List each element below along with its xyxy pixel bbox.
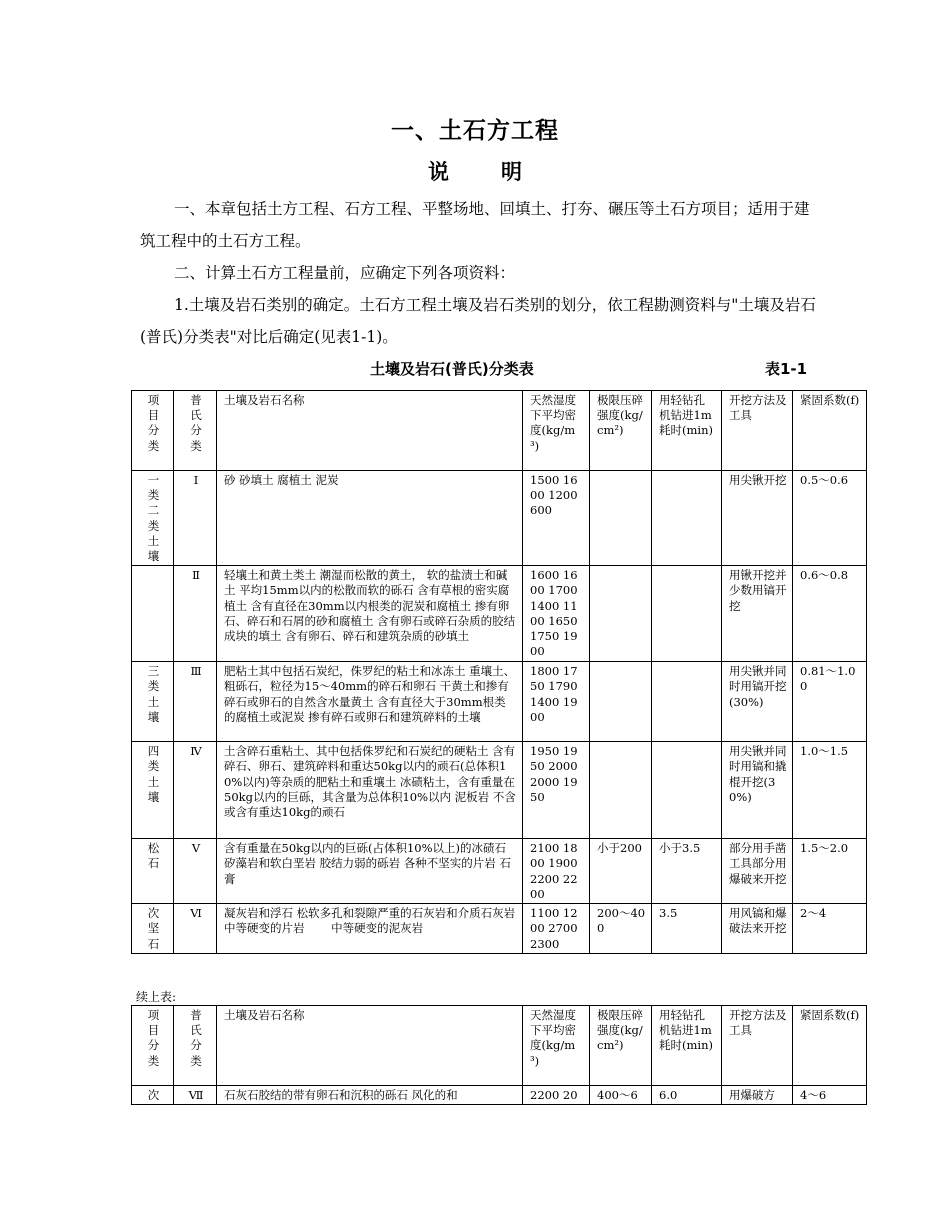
cell-category: 次坚石 [132,904,174,954]
cell-strength [590,566,652,662]
header-method: 开挖方法及工具 [722,1006,793,1086]
cell-density: 1950 1950 2000 2000 1950 [523,742,590,839]
cell-name: 石灰石胶结的带有卵石和沉积的砾石 风化的和 [217,1086,523,1105]
cell-coefficient: 4～6 [793,1086,867,1105]
section-heading-char-1: 说 [428,160,449,184]
cell-category [132,566,174,662]
cell-grade: Ⅵ [174,904,217,954]
header-density: 天然湿度下平均密度(kg/m³) [523,391,590,471]
table-row [132,1086,867,1105]
cell-method: 用锹开挖并少数用镐开挖 [722,566,793,662]
cell-drill-time: 6.0 [652,1086,722,1105]
cell-strength [590,471,652,566]
chapter-title: 一、土石方工程 [391,118,559,144]
table-row [132,742,867,839]
cell-density: 2200 20 [523,1086,590,1105]
cell-category: 次 [132,1086,174,1105]
header-name: 土壤及岩石名称 [217,391,523,471]
cell-grade: Ⅰ [174,471,217,566]
cell-strength: 200～400 [590,904,652,954]
section-heading [0,156,950,186]
cell-method: 用尖锹并同时用镐和撬棍开挖(30%) [722,742,793,839]
cell-density: 1800 1750 1790 1400 1900 [523,662,590,742]
table-row [132,566,867,662]
cell-coefficient: 0.5～0.6 [793,471,867,566]
cell-category: 四类土壤 [132,742,174,839]
cell-strength: 400～6 [590,1086,652,1105]
table-row [132,662,867,742]
cell-density: 1600 1600 1700 1400 1100 1650 1750 1900 [523,566,590,662]
cell-coefficient: 0.81～1.00 [793,662,867,742]
header-drill-time: 用轻钻孔机钻进1m耗时(min) [652,1006,722,1086]
header-grade: 普氏分类 [174,391,217,471]
cell-grade: Ⅴ [174,839,217,904]
cell-drill-time [652,471,722,566]
soil-classification-table-continued [131,1005,867,1105]
section-heading-char-2: 明 [501,160,522,184]
cell-grade: Ⅲ [174,662,217,742]
cell-drill-time [652,662,722,742]
table-caption: 土壤及岩石(普氏)分类表 [370,360,534,378]
cell-grade: Ⅶ [174,1086,217,1105]
cell-coefficient: 1.0～1.5 [793,742,867,839]
header-category: 项目分类 [132,1006,174,1086]
cell-method: 用爆破方 [722,1086,793,1105]
header-category: 项目分类 [132,391,174,471]
cell-name: 凝灰岩和浮石 松软多孔和裂隙严重的石灰岩和介质石灰岩 中等硬变的片岩 中等硬变的泥灰岩 [217,904,523,954]
cell-name: 肥粘土其中包括石炭纪，侏罗纪的粘土和冰冻土 重壤土、粗砾石，粒径为15～40mm的碎石和卵石 干黄土和掺有碎石或卵石的自然含水量黄土 含有直径大于30mm根类的腐植土或泥炭 掺有碎石或卵石和建筑碎料的土壤 [217,662,523,742]
header-drill-time: 用轻钻孔机钻进1m耗时(min) [652,391,722,471]
paragraph-scope: 一、本章包括土方工程、石方工程、平整场地、回填土、打夯、碾压等土石方项目；适用于建筑工程中的土石方工程。 [140,200,810,250]
cell-density: 1500 1600 1200 600 [523,471,590,566]
cell-method: 用尖锹开挖 [722,471,793,566]
cell-density: 2100 1800 1900 2200 2200 [523,839,590,904]
table-row [132,471,867,566]
header-coefficient: 紧固系数(f) [793,391,867,471]
cell-grade: Ⅳ [174,742,217,839]
table-number: 表1-1 [765,360,808,378]
cell-strength [590,662,652,742]
table-header-row [132,391,867,471]
cell-name: 轻壤土和黄土类土 潮湿而松散的黄土， 软的盐渍土和碱土 平均15mm以内的松散而软的砾石 含有草根的密实腐植土 含有直径在30mm以内根类的泥炭和腐植土 掺有卵石、碎石和石屑的砂和腐植土 含有卵石或碎石杂质的胶结成块的填土 含有卵石、碎石和建筑杂质的砂填土 [217,566,523,662]
soil-classification-table [131,390,867,954]
cell-grade: Ⅱ [174,566,217,662]
header-density: 天然湿度下平均密度(kg/m³) [523,1006,590,1086]
cell-method: 用尖锹并同时用镐开挖(30%) [722,662,793,742]
cell-name: 含有重量在50kg以内的巨砾(占体积10%以上)的冰碛石 矽藻岩和软白垩岩 胶结力弱的砾岩 各种不坚实的片岩 石膏 [217,839,523,904]
header-strength: 极限压碎强度(kg/cm²) [590,1006,652,1086]
cell-coefficient: 1.5～2.0 [793,839,867,904]
cell-coefficient: 2～4 [793,904,867,954]
cell-category: 松石 [132,839,174,904]
header-grade: 普氏分类 [174,1006,217,1086]
cell-name: 土含碎石重粘土、其中包括侏罗纪和石炭纪的硬粘土 含有碎石、卵石、建筑碎料和重达50kg以内的顽石(总体积10%以内)等杂质的肥粘土和重壤土 冰碛粘土，含有重量在50kg以内的巨砾，其含量为总体积10%以内 泥板岩 不含或含有重达10kg的顽石 [217,742,523,839]
table-row [132,839,867,904]
header-strength: 极限压碎强度(kg/cm²) [590,391,652,471]
header-name: 土壤及岩石名称 [217,1006,523,1086]
table-row [132,904,867,954]
cell-strength: 小于200 [590,839,652,904]
cell-drill-time: 3.5 [652,904,722,954]
cell-strength [590,742,652,839]
cell-drill-time [652,566,722,662]
cell-category: 一类二类土壤 [132,471,174,566]
cell-category: 三类土壤 [132,662,174,742]
cell-method: 部分用手凿工具部分用爆破来开挖 [722,839,793,904]
continued-label: 续上表: [136,990,177,1004]
cell-method: 用风镐和爆破法来开挖 [722,904,793,954]
paragraph-prerequisites: 二、计算土石方工程量前，应确定下列各项资料： [174,264,516,282]
cell-density: 1100 1200 2700 2300 [523,904,590,954]
paragraph-soil-classification: 1.土壤及岩石类别的确定。土石方工程土壤及岩石类别的划分，依工程勘测资料与"土壤及岩石(普氏)分类表"对比后确定(见表1-1)。 [140,296,816,346]
table-header-row [132,1006,867,1086]
header-method: 开挖方法及工具 [722,391,793,471]
header-coefficient: 紧固系数(f) [793,1006,867,1086]
cell-name: 砂 砂填土 腐植土 泥炭 [217,471,523,566]
cell-drill-time [652,742,722,839]
cell-coefficient: 0.6～0.8 [793,566,867,662]
cell-drill-time: 小于3.5 [652,839,722,904]
